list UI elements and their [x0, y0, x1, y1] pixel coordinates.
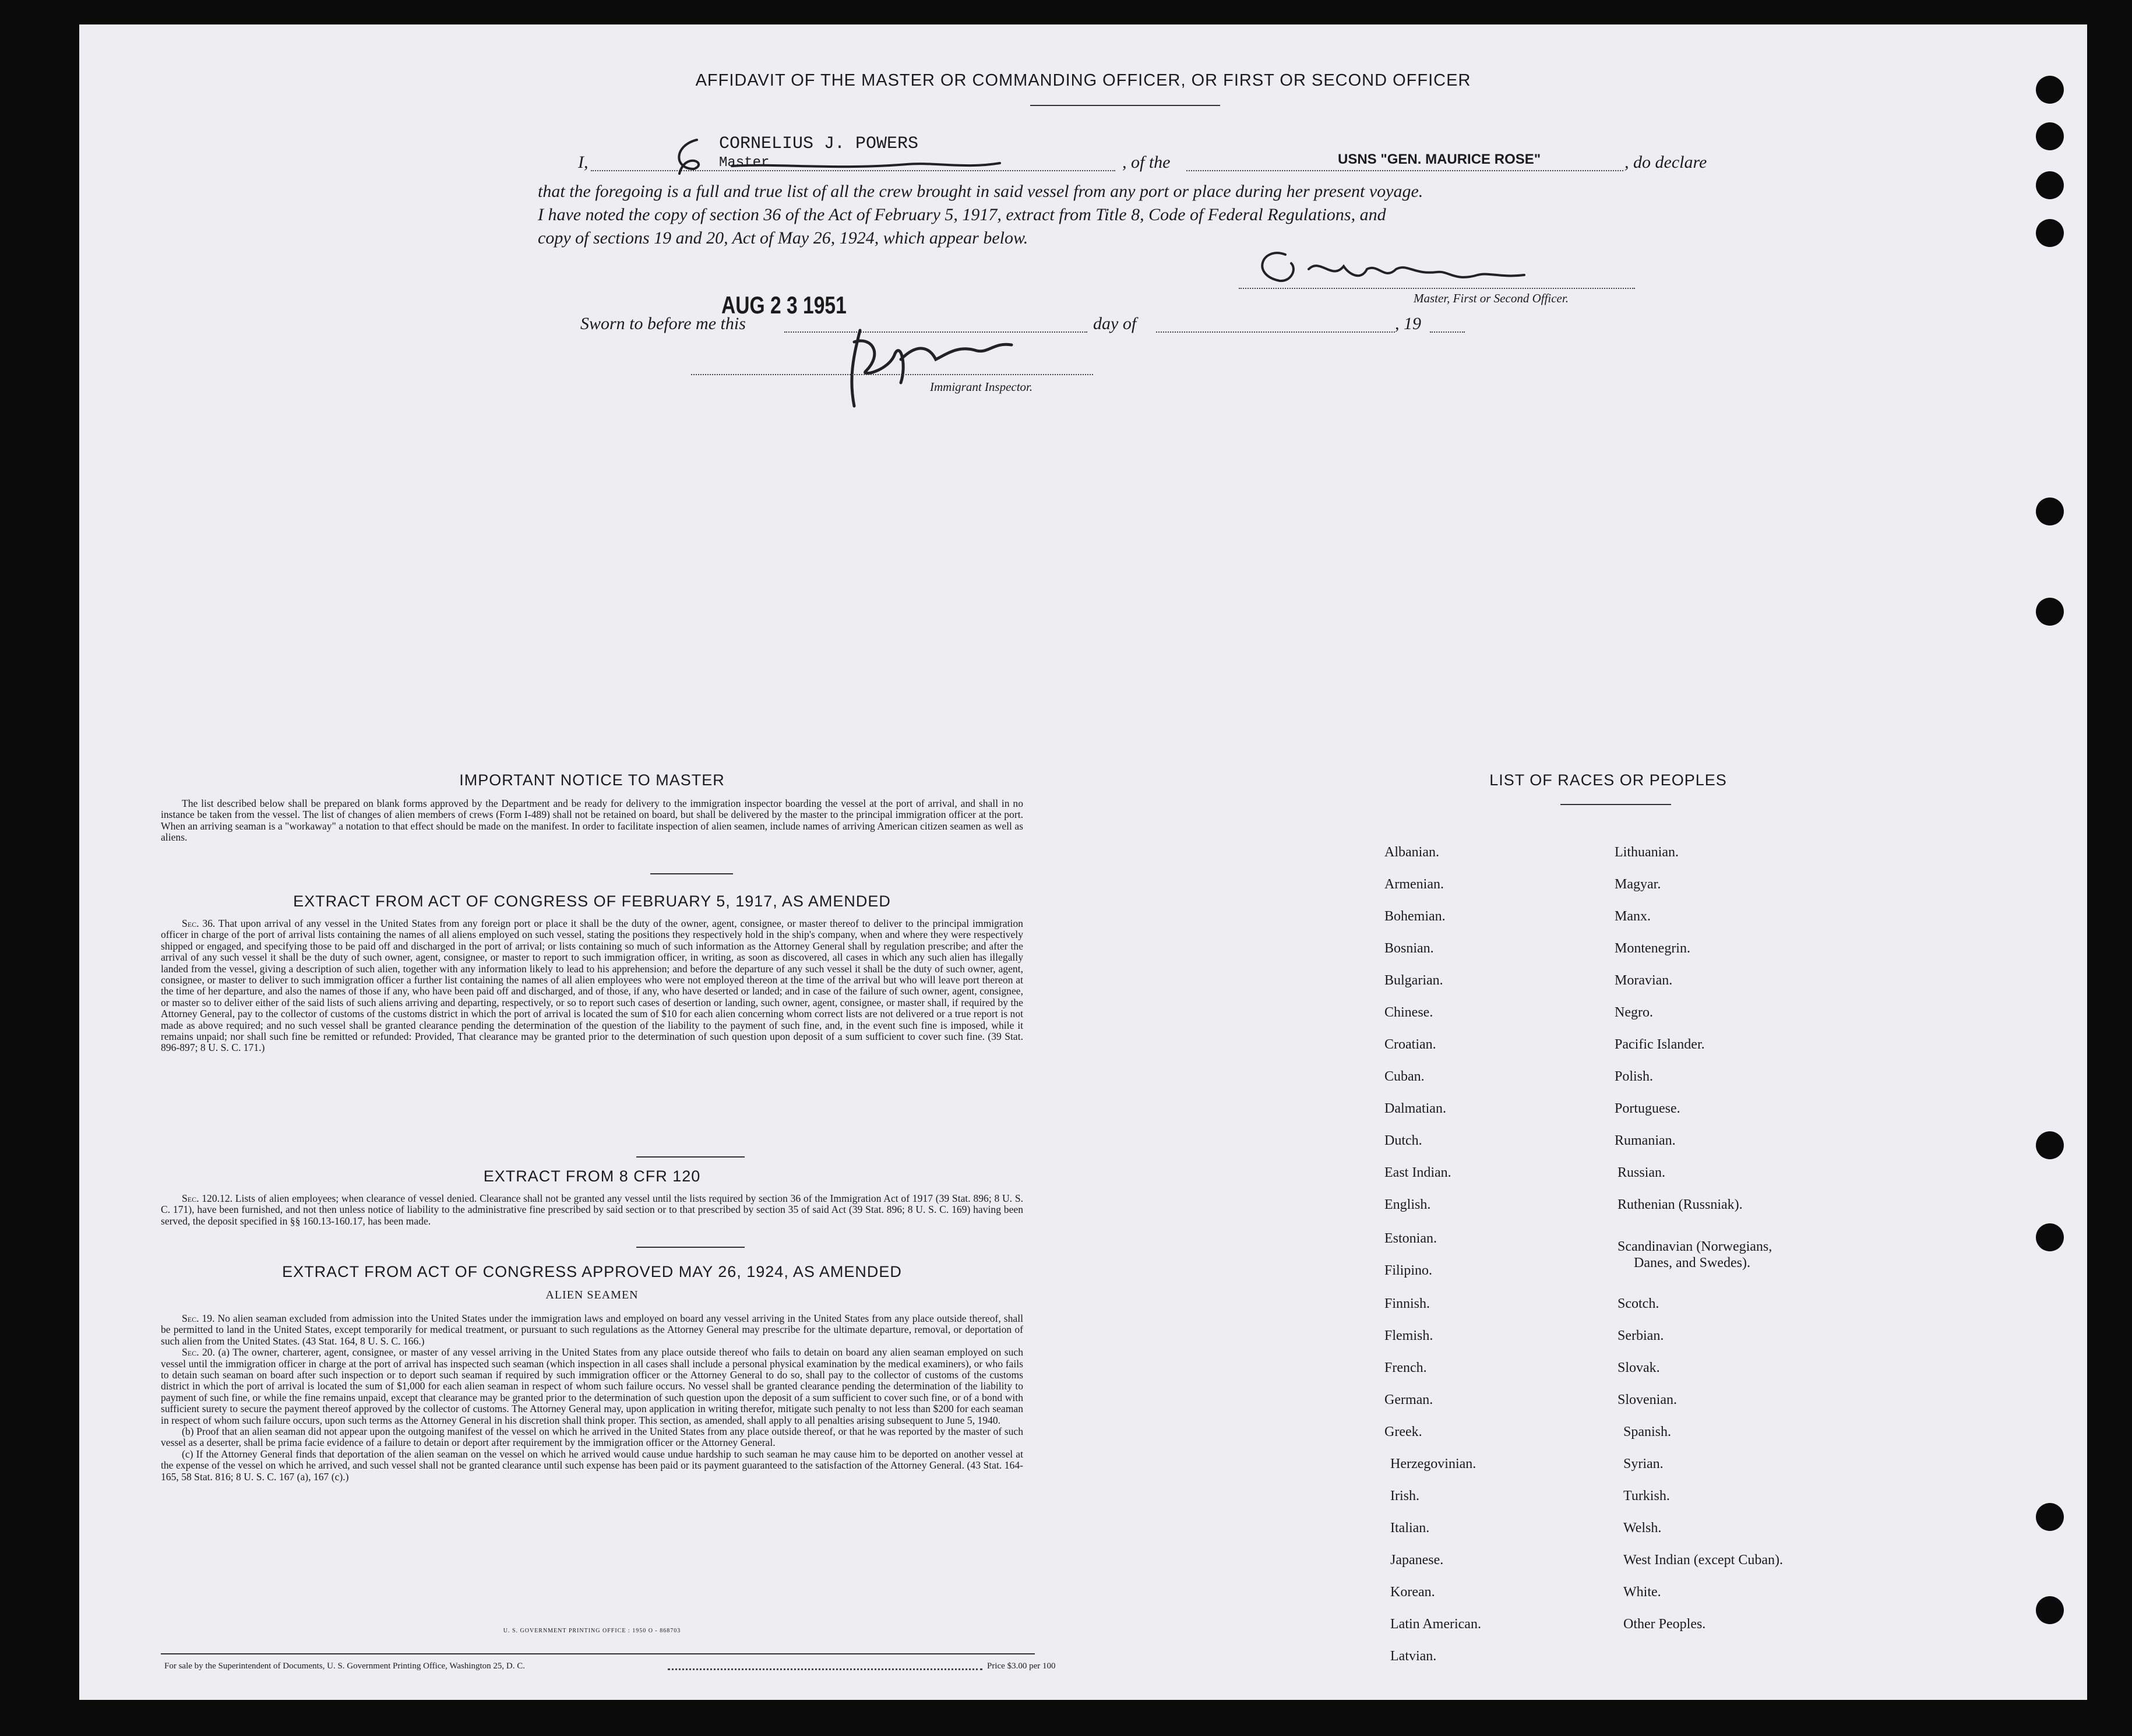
race-item: English. [1384, 1197, 1431, 1212]
section-19-text: No alien seaman excluded from admission into the United States under the immigration laws and employed on board any vessel arriving in the United States from any place outside thereof, shall be permitted to land in the United States, except temporarily for medical treatment, or pursuant to such regulations as the Attorney General may prescribe for the ultimate departure, removal, or deportation of such alien from the United States. (43 Stat. 164, 8 U. S. C. 166.) [161, 1312, 1023, 1347]
race-item: German. [1384, 1392, 1433, 1407]
i-label: I, [578, 153, 588, 172]
race-item: Scotch. [1617, 1296, 1659, 1311]
race-item: Estonian. [1384, 1231, 1437, 1246]
race-item: Spanish. [1623, 1424, 1672, 1439]
race-item: Flemish. [1384, 1328, 1433, 1343]
master-signature-mark [662, 128, 1023, 181]
race-item: Russian. [1617, 1165, 1666, 1180]
race-item: Cuban. [1384, 1069, 1425, 1084]
date-stamp: AUG 2 3 1951 [721, 291, 847, 319]
race-item: French. [1384, 1360, 1427, 1375]
master-caption: Master, First or Second Officer. [1414, 291, 1569, 305]
day-of-label: day of [1093, 314, 1137, 333]
race-item: Bulgarian. [1384, 973, 1443, 988]
race-item: Lithuanian. [1615, 845, 1679, 860]
races-title: LIST OF RACES OR PEOPLES [1489, 771, 1727, 789]
extract-1924-body [161, 1313, 1023, 1483]
punch-hole [2036, 598, 2064, 626]
extract-1924-title: EXTRACT FROM ACT OF CONGRESS APPROVED MAY 26, 1924, AS AMENDED [282, 1263, 902, 1280]
race-item: Manx. [1615, 909, 1651, 924]
extract-1917-title: EXTRACT FROM ACT OF CONGRESS OF FEBRUARY 5, 1917, AS AMENDED [293, 892, 891, 910]
price-note: Price $3.00 per 100 [987, 1661, 1056, 1671]
inspector-signature-line [691, 374, 1093, 375]
punch-hole [2036, 1503, 2064, 1531]
race-item: Dalmatian. [1384, 1101, 1446, 1116]
race-item: Irish. [1390, 1488, 1419, 1504]
extract-cfr-section [161, 1193, 1023, 1227]
race-item: Korean. [1390, 1585, 1435, 1600]
year-field-line [1430, 331, 1465, 333]
affidavit-title: AFFIDAVIT OF THE MASTER OR COMMANDING OFFICER, OR FIRST OR SECOND OFFICER [695, 71, 1471, 90]
inspector-caption: Immigrant Inspector. [930, 380, 1033, 394]
race-item: Rumanian. [1615, 1133, 1676, 1148]
race-item: Albanian. [1384, 845, 1439, 860]
title-rule [1030, 105, 1220, 106]
notice-text: The list described below shall be prepared on blank forms approved by the Department and be ready for delivery to the immigration inspector boarding the vessel at the port of arrival, and shall in no instance be taken from the vessel. The list of changes of alien members of crews (Form I-489) shall not be retained on board, but shall be delivered by the master to the principal immigration officer at the port. When an arriving seaman is a "workaway" a notation to that effect should be made on the manifest. In order to facilitate inspection of alien seamen, include names of arriving American citizen seamen as well as aliens. [161, 798, 1023, 844]
race-item: Filipino. [1384, 1263, 1433, 1278]
alien-seamen-subtitle: ALIEN SEAMEN [545, 1289, 639, 1301]
race-item: Syrian. [1623, 1456, 1664, 1472]
section-20c: (c) If the Attorney General finds that deportation of the alien seaman on the vessel on which he arrived would cause undue hardship to such seaman he may cause him to be deported on another vessel at the expense of the vessel on which he arrived, and such vessel shall not be granted clearance until such expense has been paid or its payment guaranteed to the satisfaction of the Attorney General. (43 Stat. 164-165, 58 Stat. 816; 8 U. S. C. 167 (a), 167 (c).) [161, 1448, 1023, 1483]
sale-notice: For sale by the Superintendent of Documents, U. S. Government Printing Office, Washington 25, D. C. [164, 1661, 525, 1671]
section-36-label: Sec. 36. [182, 918, 216, 929]
year-label: , 19 [1395, 314, 1421, 333]
race-item: Greek. [1384, 1424, 1422, 1439]
affidavit-line-3: I have noted the copy of section 36 of the Act of February 5, 1917, extract from Title 8, Code of Federal Regulations, and [538, 205, 1386, 224]
inspector-signature [813, 319, 1046, 424]
section-20a [161, 1347, 1023, 1426]
section-20b: (b) Proof that an alien seaman did not appear upon the outgoing manifest of the vessel on which he arrived in the United States from any place outside thereof, or that he was reported by the master of such vessel as a deserter, shall be prima facie evidence of a failure to detain or deport after requirement by the immigration officer or the Attorney General. [161, 1426, 1023, 1449]
section-20a-text: (a) The owner, charterer, agent, consignee, or master of any vessel arriving in the United States from any place outside thereof who fails to detain on board any alien seaman employed on such vessel until the immigration officer in charge at the port of arrival has inspected such seaman (which inspection in all cases shall include a personal physical examination by the medical examiners), or who fails to detain such seaman on board after such inspection or to deport such seaman if required by such immigration officer or the Attorney General to do so, shall pay to the collector of customs of the customs district in which the port of arrival is located the sum of $1,000 for each alien seaman in respect of whom such failure occurs. No vessel shall be granted clearance pending the determination of the liability to payment of such fine, or while the fine remains unpaid, except that clearance may be granted prior to the determination of such question upon the deposit of a sum sufficient to cover such fine, or of a bond with sufficient surety to secure the payment thereof approved by the collector of customs. The Attorney General may, upon application in writing therefor, mitigate such penalty to not less than $200 for each seaman in respect of whom such failure occurs, upon such terms as the Attorney General in his discretion shall think proper. This section, as amended, shall apply to all penalties arising subsequent to June 5, 1940. [161, 1346, 1023, 1426]
race-item: Scandinavian (Norwegians, [1617, 1239, 1772, 1254]
race-item: Slovak. [1617, 1360, 1660, 1375]
month-field-line [1156, 331, 1395, 333]
footer-rule [161, 1653, 1035, 1654]
race-item: Negro. [1615, 1005, 1653, 1020]
section-19-label: Sec. 19. [182, 1312, 215, 1324]
punch-hole [2036, 171, 2064, 199]
master-signature [1245, 240, 1548, 298]
extract-1917-section [161, 918, 1023, 1054]
punch-hole [2036, 1131, 2064, 1159]
race-item: Turkish. [1623, 1488, 1670, 1504]
race-item: White. [1623, 1585, 1661, 1600]
divider [650, 873, 733, 874]
race-item: Dutch. [1384, 1133, 1422, 1148]
affidavit-line-2: that the foregoing is a full and true list of all the crew brought in said vessel from any port or place during her present voyage. [538, 182, 1423, 201]
typed-master: Master [719, 155, 770, 171]
section-120-text: Lists of alien employees; when clearance of vessel denied. Clearance shall not be granted any vessel until the lists required by section 36 of the Immigration Act of 1917 (39 Stat. 896; 8 U. S. C. 171), have been furnished, and not then unless notice of liability to the administrative fine prescribed by said section or to that prescribed by section 35 of said Act (39 Stat. 896; 8 U. S. C. 169) having been served, the deposit specified in §§ 160.13-160.17, has been made. [161, 1192, 1023, 1227]
race-item: Welsh. [1623, 1520, 1662, 1536]
race-item: Bosnian. [1384, 941, 1434, 956]
punch-hole [2036, 1223, 2064, 1251]
section-19 [161, 1313, 1023, 1347]
race-item: Montenegrin. [1615, 941, 1690, 956]
race-item: Italian. [1390, 1520, 1430, 1536]
race-item: Armenian. [1384, 877, 1444, 892]
punch-hole [2036, 76, 2064, 104]
typed-name: CORNELIUS J. POWERS [719, 134, 919, 154]
race-item: Moravian. [1615, 973, 1673, 988]
punch-hole [2036, 122, 2064, 150]
document-page [79, 24, 2087, 1700]
race-item: Polish. [1615, 1069, 1654, 1084]
vessel-field-line [1186, 170, 1623, 171]
race-item: Other Peoples. [1623, 1617, 1706, 1632]
race-item: Danes, and Swedes). [1634, 1255, 1750, 1271]
divider [636, 1247, 745, 1248]
race-item: East Indian. [1384, 1165, 1451, 1180]
race-item: Portuguese. [1615, 1101, 1680, 1116]
race-item: Magyar. [1615, 877, 1661, 892]
race-item: Herzegovinian. [1390, 1456, 1476, 1472]
affidavit-line-4: copy of sections 19 and 20, Act of May 26, 1924, which appear below. [538, 228, 1028, 248]
race-item: Serbian. [1617, 1328, 1664, 1343]
race-item: Finnish. [1384, 1296, 1430, 1311]
do-declare-label: , do declare [1624, 153, 1707, 172]
race-item: West Indian (except Cuban). [1623, 1552, 1783, 1568]
punch-hole [2036, 497, 2064, 525]
section-20-label: Sec. 20. [182, 1346, 215, 1359]
master-signature-line [1239, 288, 1635, 289]
sale-leader-dots [668, 1668, 982, 1670]
race-item: Croatian. [1384, 1037, 1436, 1052]
race-item: Slovenian. [1617, 1392, 1677, 1407]
race-item: Latvian. [1390, 1649, 1437, 1664]
of-the-label: , of the [1122, 153, 1171, 172]
gpo-imprint: U. S. GOVERNMENT PRINTING OFFICE : 1950 O - 868703 [503, 1628, 681, 1634]
punch-hole [2036, 1596, 2064, 1624]
race-item: Chinese. [1384, 1005, 1433, 1020]
sworn-label: Sworn to before me this [580, 314, 746, 333]
race-item: Ruthenian (Russniak). [1617, 1197, 1743, 1212]
section-36-text: That upon arrival of any vessel in the United States from any foreign port or place it shall be the duty of the owner, agent, consignee, or master thereof to deliver to the principal immigration officer in charge of the port of arrival lists containing the names of all aliens employed on such vessel, stating the positions they respectively hold in the ship's company, when and where they were respectively shipped or engaged, and specifying those to be paid off and discharged in the port of arrival; or lists containing so much of such information as the Attorney General shall by regulation prescribe; and after the arrival of any such vessel it shall be the duty of such owner, agent, consignee, or master to report to such immigration officer, in writing, as soon as discovered, all cases in which any such alien has illegally landed from the vessel, giving a description of such alien, together with any information likely to lead to his apprehension; and before the departure of any such vessel it shall be the duty of such owner, agent, consignee, or master to deliver to such immigration officer a further list containing the names of all alien employees who were not employed thereon at the time of the arrival but who will leave port thereon at the time of her departure, and also the names of those if any, who have been paid off and discharged, and of those, if any, who have deserted or landed; and in case of the failure of such owner, agent, consignee, or master so to deliver either of the said lists of such aliens arriving and departing, respectively, or so to report such cases of desertion or landing, such owner, agent, consignee, or master shall, if required by the Attorney General, pay to the collector of customs of the customs district in which the port of arrival is located the sum of $10 for each alien concerning whom correct lists are not delivered or a true report is not made as above required; and no such vessel shall be granted clearance pending the determination of the question of the liability to the payment of such fine, and, in the event such fine is imposed, while it remains unpaid; nor shall such fine be remitted or refunded: Provided, That clearance may be granted prior to the determination of such question upon deposit of a sum sufficient to cover such fine. (39 Stat. 896-897; 8 U. S. C. 171.) [161, 918, 1023, 1054]
notice-title: IMPORTANT NOTICE TO MASTER [459, 771, 725, 789]
vessel-name: USNS "GEN. MAURICE ROSE" [1338, 151, 1541, 167]
extract-cfr-title: EXTRACT FROM 8 CFR 120 [483, 1167, 701, 1185]
race-item: Bohemian. [1384, 909, 1446, 924]
race-item: Japanese. [1390, 1552, 1444, 1568]
races-title-rule [1560, 804, 1671, 805]
section-120-label: Sec. 120.12. [182, 1192, 233, 1204]
race-item: Pacific Islander. [1615, 1037, 1705, 1052]
punch-hole [2036, 219, 2064, 247]
race-item: Latin American. [1390, 1617, 1481, 1632]
divider [636, 1156, 745, 1158]
